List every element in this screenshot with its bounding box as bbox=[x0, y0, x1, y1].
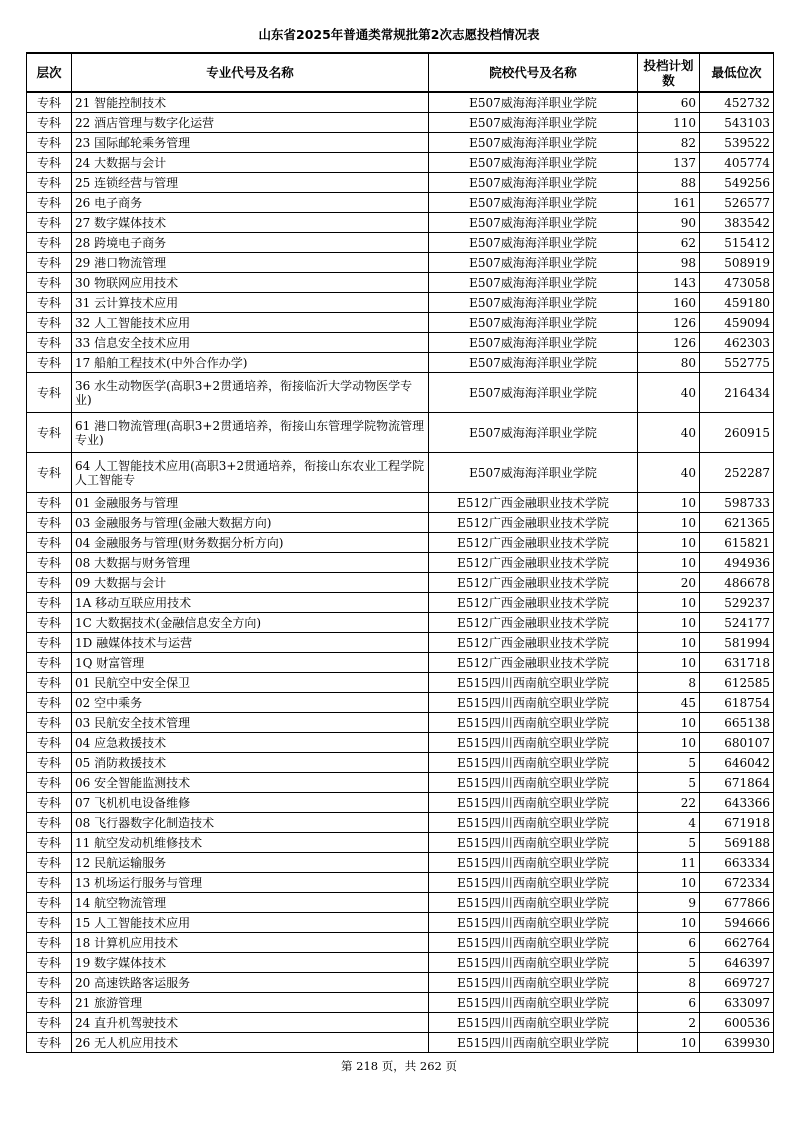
major-cell: 14 航空物流管理 bbox=[72, 893, 429, 913]
major-cell: 27 数字媒体技术 bbox=[72, 213, 429, 233]
min-rank-cell: 600536 bbox=[700, 1013, 774, 1033]
major-cell: 07 飞机机电设备维修 bbox=[72, 793, 429, 813]
table-row bbox=[27, 293, 774, 313]
school-cell: E512广西金融职业技术学院 bbox=[429, 553, 638, 573]
plan-count-cell: 9 bbox=[638, 893, 700, 913]
min-rank-cell: 508919 bbox=[700, 253, 774, 273]
level-cell: 专科 bbox=[27, 173, 72, 193]
table-row bbox=[27, 753, 774, 773]
level-cell: 专科 bbox=[27, 813, 72, 833]
school-cell: E507威海海洋职业学院 bbox=[429, 213, 638, 233]
table-row bbox=[27, 733, 774, 753]
plan-count-cell: 126 bbox=[638, 333, 700, 353]
plan-count-cell: 5 bbox=[638, 773, 700, 793]
school-cell: E507威海海洋职业学院 bbox=[429, 273, 638, 293]
major-cell: 06 安全智能监测技术 bbox=[72, 773, 429, 793]
plan-count-cell: 10 bbox=[638, 733, 700, 753]
level-cell: 专科 bbox=[27, 353, 72, 373]
plan-count-cell: 110 bbox=[638, 113, 700, 133]
level-cell: 专科 bbox=[27, 793, 72, 813]
min-rank-cell: 459180 bbox=[700, 293, 774, 313]
table-row bbox=[27, 773, 774, 793]
school-cell: E507威海海洋职业学院 bbox=[429, 193, 638, 213]
level-cell: 专科 bbox=[27, 233, 72, 253]
table-row bbox=[27, 233, 774, 253]
min-rank-cell: 524177 bbox=[700, 613, 774, 633]
table-header bbox=[27, 53, 774, 92]
min-rank-cell: 671864 bbox=[700, 773, 774, 793]
table-row bbox=[27, 873, 774, 893]
major-cell: 26 电子商务 bbox=[72, 193, 429, 213]
major-cell: 13 机场运行服务与管理 bbox=[72, 873, 429, 893]
level-cell: 专科 bbox=[27, 193, 72, 213]
min-rank-cell: 594666 bbox=[700, 913, 774, 933]
school-cell: E515四川西南航空职业学院 bbox=[429, 793, 638, 813]
plan-count-cell: 11 bbox=[638, 853, 700, 873]
major-cell: 08 飞行器数字化制造技术 bbox=[72, 813, 429, 833]
school-cell: E507威海海洋职业学院 bbox=[429, 173, 638, 193]
table-row bbox=[27, 153, 774, 173]
level-cell: 专科 bbox=[27, 833, 72, 853]
plan-count-cell: 10 bbox=[638, 513, 700, 533]
table-row bbox=[27, 613, 774, 633]
table-row bbox=[27, 453, 774, 493]
table-row bbox=[27, 113, 774, 133]
min-rank-cell: 671918 bbox=[700, 813, 774, 833]
school-cell: E507威海海洋职业学院 bbox=[429, 233, 638, 253]
table-row bbox=[27, 1033, 774, 1053]
level-cell: 专科 bbox=[27, 313, 72, 333]
school-cell: E515四川西南航空职业学院 bbox=[429, 773, 638, 793]
major-cell: 09 大数据与会计 bbox=[72, 573, 429, 593]
level-cell: 专科 bbox=[27, 673, 72, 693]
level-cell: 专科 bbox=[27, 293, 72, 313]
table-row bbox=[27, 313, 774, 333]
min-rank-cell: 621365 bbox=[700, 513, 774, 533]
major-cell: 61 港口物流管理(高职3+2贯通培养，衔接山东管理学院物流管理专业) bbox=[72, 413, 429, 453]
table-row bbox=[27, 553, 774, 573]
school-cell: E515四川西南航空职业学院 bbox=[429, 973, 638, 993]
table-row bbox=[27, 353, 774, 373]
major-cell: 12 民航运输服务 bbox=[72, 853, 429, 873]
min-rank-cell: 515412 bbox=[700, 233, 774, 253]
plan-count-cell: 8 bbox=[638, 973, 700, 993]
plan-count-cell: 10 bbox=[638, 633, 700, 653]
level-cell: 专科 bbox=[27, 733, 72, 753]
major-cell: 32 人工智能技术应用 bbox=[72, 313, 429, 333]
level-cell: 专科 bbox=[27, 573, 72, 593]
level-cell: 专科 bbox=[27, 913, 72, 933]
table-row bbox=[27, 92, 774, 113]
plan-count-cell: 10 bbox=[638, 493, 700, 513]
min-rank-cell: 473058 bbox=[700, 273, 774, 293]
plan-count-cell: 10 bbox=[638, 913, 700, 933]
table-row bbox=[27, 133, 774, 153]
major-cell: 24 大数据与会计 bbox=[72, 153, 429, 173]
table-row bbox=[27, 893, 774, 913]
level-cell: 专科 bbox=[27, 933, 72, 953]
min-rank-cell: 639930 bbox=[700, 1033, 774, 1053]
plan-count-cell: 90 bbox=[638, 213, 700, 233]
plan-count-cell: 4 bbox=[638, 813, 700, 833]
major-cell: 25 连锁经营与管理 bbox=[72, 173, 429, 193]
school-cell: E507威海海洋职业学院 bbox=[429, 413, 638, 453]
school-cell: E512广西金融职业技术学院 bbox=[429, 573, 638, 593]
major-cell: 04 应急救援技术 bbox=[72, 733, 429, 753]
school-cell: E512广西金融职业技术学院 bbox=[429, 493, 638, 513]
major-cell: 11 航空发动机维修技术 bbox=[72, 833, 429, 853]
school-cell: E507威海海洋职业学院 bbox=[429, 153, 638, 173]
school-cell: E515四川西南航空职业学院 bbox=[429, 733, 638, 753]
table-row bbox=[27, 853, 774, 873]
major-cell: 24 直升机驾驶技术 bbox=[72, 1013, 429, 1033]
min-rank-cell: 539522 bbox=[700, 133, 774, 153]
level-cell: 专科 bbox=[27, 613, 72, 633]
min-rank-cell: 663334 bbox=[700, 853, 774, 873]
level-cell: 专科 bbox=[27, 593, 72, 613]
major-cell: 08 大数据与财务管理 bbox=[72, 553, 429, 573]
min-rank-cell: 618754 bbox=[700, 693, 774, 713]
level-cell: 专科 bbox=[27, 953, 72, 973]
major-cell: 20 高速铁路客运服务 bbox=[72, 973, 429, 993]
min-rank-cell: 494936 bbox=[700, 553, 774, 573]
school-cell: E515四川西南航空职业学院 bbox=[429, 953, 638, 973]
min-rank-cell: 677866 bbox=[700, 893, 774, 913]
table-row bbox=[27, 633, 774, 653]
school-cell: E507威海海洋职业学院 bbox=[429, 253, 638, 273]
major-cell: 03 民航安全技术管理 bbox=[72, 713, 429, 733]
school-cell: E507威海海洋职业学院 bbox=[429, 373, 638, 413]
table-row bbox=[27, 973, 774, 993]
school-cell: E515四川西南航空职业学院 bbox=[429, 693, 638, 713]
min-rank-cell: 216434 bbox=[700, 373, 774, 413]
plan-count-cell: 40 bbox=[638, 413, 700, 453]
major-cell: 21 旅游管理 bbox=[72, 993, 429, 1013]
table-row bbox=[27, 373, 774, 413]
major-cell: 02 空中乘务 bbox=[72, 693, 429, 713]
min-rank-cell: 680107 bbox=[700, 733, 774, 753]
major-cell: 30 物联网应用技术 bbox=[72, 273, 429, 293]
plan-count-cell: 126 bbox=[638, 313, 700, 333]
major-cell: 23 国际邮轮乘务管理 bbox=[72, 133, 429, 153]
level-cell: 专科 bbox=[27, 873, 72, 893]
major-cell: 1A 移动互联应用技术 bbox=[72, 593, 429, 613]
school-cell: E507威海海洋职业学院 bbox=[429, 133, 638, 153]
min-rank-cell: 459094 bbox=[700, 313, 774, 333]
table-row bbox=[27, 1013, 774, 1033]
plan-count-cell: 5 bbox=[638, 833, 700, 853]
level-cell: 专科 bbox=[27, 693, 72, 713]
school-cell: E515四川西南航空职业学院 bbox=[429, 893, 638, 913]
major-cell: 33 信息安全技术应用 bbox=[72, 333, 429, 353]
level-cell: 专科 bbox=[27, 333, 72, 353]
level-cell: 专科 bbox=[27, 753, 72, 773]
level-cell: 专科 bbox=[27, 273, 72, 293]
table-row bbox=[27, 573, 774, 593]
major-cell: 21 智能控制技术 bbox=[72, 92, 429, 113]
level-cell: 专科 bbox=[27, 633, 72, 653]
plan-count-cell: 10 bbox=[638, 593, 700, 613]
school-cell: E515四川西南航空职业学院 bbox=[429, 913, 638, 933]
plan-count-cell: 5 bbox=[638, 953, 700, 973]
table-row bbox=[27, 993, 774, 1013]
level-cell: 专科 bbox=[27, 533, 72, 553]
min-rank-cell: 526577 bbox=[700, 193, 774, 213]
school-cell: E515四川西南航空职业学院 bbox=[429, 1013, 638, 1033]
plan-count-cell: 137 bbox=[638, 153, 700, 173]
level-cell: 专科 bbox=[27, 373, 72, 413]
min-rank-cell: 452732 bbox=[700, 92, 774, 113]
header-level: 层次 bbox=[27, 53, 72, 92]
school-cell: E512广西金融职业技术学院 bbox=[429, 633, 638, 653]
major-cell: 17 船舶工程技术(中外合作办学) bbox=[72, 353, 429, 373]
min-rank-cell: 665138 bbox=[700, 713, 774, 733]
school-cell: E515四川西南航空职业学院 bbox=[429, 673, 638, 693]
table-row bbox=[27, 333, 774, 353]
table-row bbox=[27, 913, 774, 933]
school-cell: E507威海海洋职业学院 bbox=[429, 313, 638, 333]
plan-count-cell: 62 bbox=[638, 233, 700, 253]
major-cell: 26 无人机应用技术 bbox=[72, 1033, 429, 1053]
school-cell: E515四川西南航空职业学院 bbox=[429, 853, 638, 873]
table-body bbox=[27, 92, 774, 1053]
school-cell: E507威海海洋职业学院 bbox=[429, 293, 638, 313]
major-cell: 03 金融服务与管理(金融大数据方向) bbox=[72, 513, 429, 533]
level-cell: 专科 bbox=[27, 253, 72, 273]
plan-count-cell: 10 bbox=[638, 553, 700, 573]
level-cell: 专科 bbox=[27, 133, 72, 153]
plan-count-cell: 40 bbox=[638, 453, 700, 493]
page-title: 山东省2025年普通类常规批第2次志愿投档情况表 bbox=[258, 27, 540, 42]
min-rank-cell: 615821 bbox=[700, 533, 774, 553]
major-cell: 31 云计算技术应用 bbox=[72, 293, 429, 313]
header-row bbox=[27, 53, 774, 92]
min-rank-cell: 633097 bbox=[700, 993, 774, 1013]
table-row bbox=[27, 793, 774, 813]
admission-table bbox=[26, 52, 774, 1053]
level-cell: 专科 bbox=[27, 92, 72, 113]
school-cell: E507威海海洋职业学院 bbox=[429, 92, 638, 113]
major-cell: 36 水生动物医学(高职3+2贯通培养，衔接临沂大学动物医学专业) bbox=[72, 373, 429, 413]
plan-count-cell: 10 bbox=[638, 533, 700, 553]
major-cell: 05 消防救援技术 bbox=[72, 753, 429, 773]
plan-count-cell: 40 bbox=[638, 373, 700, 413]
table-row bbox=[27, 953, 774, 973]
level-cell: 专科 bbox=[27, 493, 72, 513]
major-cell: 04 金融服务与管理(财务数据分析方向) bbox=[72, 533, 429, 553]
plan-count-cell: 20 bbox=[638, 573, 700, 593]
school-cell: E507威海海洋职业学院 bbox=[429, 453, 638, 493]
plan-count-cell: 10 bbox=[638, 1033, 700, 1053]
plan-count-cell: 10 bbox=[638, 613, 700, 633]
min-rank-cell: 405774 bbox=[700, 153, 774, 173]
min-rank-cell: 646042 bbox=[700, 753, 774, 773]
major-cell: 1D 融媒体技术与运营 bbox=[72, 633, 429, 653]
min-rank-cell: 672334 bbox=[700, 873, 774, 893]
school-cell: E515四川西南航空职业学院 bbox=[429, 833, 638, 853]
school-cell: E515四川西南航空职业学院 bbox=[429, 1033, 638, 1053]
table-row bbox=[27, 533, 774, 553]
major-cell: 64 人工智能技术应用(高职3+2贯通培养，衔接山东农业工程学院人工智能专 bbox=[72, 453, 429, 493]
plan-count-cell: 6 bbox=[638, 993, 700, 1013]
level-cell: 专科 bbox=[27, 993, 72, 1013]
table-row bbox=[27, 813, 774, 833]
plan-count-cell: 60 bbox=[638, 92, 700, 113]
plan-count-cell: 10 bbox=[638, 653, 700, 673]
table-row bbox=[27, 933, 774, 953]
school-cell: E512广西金融职业技术学院 bbox=[429, 593, 638, 613]
plan-count-cell: 45 bbox=[638, 693, 700, 713]
level-cell: 专科 bbox=[27, 513, 72, 533]
school-cell: E507威海海洋职业学院 bbox=[429, 333, 638, 353]
school-cell: E515四川西南航空职业学院 bbox=[429, 713, 638, 733]
plan-count-cell: 5 bbox=[638, 753, 700, 773]
level-cell: 专科 bbox=[27, 773, 72, 793]
min-rank-cell: 643366 bbox=[700, 793, 774, 813]
school-cell: E507威海海洋职业学院 bbox=[429, 113, 638, 133]
school-cell: E515四川西南航空职业学院 bbox=[429, 753, 638, 773]
table-row bbox=[27, 213, 774, 233]
plan-count-cell: 80 bbox=[638, 353, 700, 373]
table-row bbox=[27, 173, 774, 193]
table-row bbox=[27, 693, 774, 713]
level-cell: 专科 bbox=[27, 553, 72, 573]
school-cell: E515四川西南航空职业学院 bbox=[429, 813, 638, 833]
table-row bbox=[27, 593, 774, 613]
table-row bbox=[27, 653, 774, 673]
min-rank-cell: 462303 bbox=[700, 333, 774, 353]
major-cell: 1Q 财富管理 bbox=[72, 653, 429, 673]
table-row bbox=[27, 713, 774, 733]
min-rank-cell: 569188 bbox=[700, 833, 774, 853]
table-row bbox=[27, 253, 774, 273]
school-cell: E512广西金融职业技术学院 bbox=[429, 513, 638, 533]
major-cell: 18 计算机应用技术 bbox=[72, 933, 429, 953]
min-rank-cell: 383542 bbox=[700, 213, 774, 233]
plan-count-cell: 161 bbox=[638, 193, 700, 213]
table-row bbox=[27, 413, 774, 453]
school-cell: E512广西金融职业技术学院 bbox=[429, 613, 638, 633]
table-row bbox=[27, 493, 774, 513]
min-rank-cell: 252287 bbox=[700, 453, 774, 493]
school-cell: E512广西金融职业技术学院 bbox=[429, 533, 638, 553]
min-rank-cell: 669727 bbox=[700, 973, 774, 993]
page-footer: 第 218 页，共 262 页 bbox=[340, 1059, 458, 1073]
level-cell: 专科 bbox=[27, 1013, 72, 1033]
level-cell: 专科 bbox=[27, 853, 72, 873]
major-cell: 1C 大数据技术(金融信息安全方向) bbox=[72, 613, 429, 633]
major-cell: 01 金融服务与管理 bbox=[72, 493, 429, 513]
plan-count-cell: 22 bbox=[638, 793, 700, 813]
table-row bbox=[27, 833, 774, 853]
plan-count-cell: 10 bbox=[638, 713, 700, 733]
level-cell: 专科 bbox=[27, 713, 72, 733]
min-rank-cell: 543103 bbox=[700, 113, 774, 133]
school-cell: E512广西金融职业技术学院 bbox=[429, 653, 638, 673]
plan-count-cell: 6 bbox=[638, 933, 700, 953]
table-row bbox=[27, 513, 774, 533]
level-cell: 专科 bbox=[27, 453, 72, 493]
min-rank-cell: 486678 bbox=[700, 573, 774, 593]
major-cell: 22 酒店管理与数字化运营 bbox=[72, 113, 429, 133]
level-cell: 专科 bbox=[27, 153, 72, 173]
plan-count-cell: 82 bbox=[638, 133, 700, 153]
school-cell: E507威海海洋职业学院 bbox=[429, 353, 638, 373]
level-cell: 专科 bbox=[27, 113, 72, 133]
major-cell: 28 跨境电子商务 bbox=[72, 233, 429, 253]
min-rank-cell: 631718 bbox=[700, 653, 774, 673]
school-cell: E515四川西南航空职业学院 bbox=[429, 993, 638, 1013]
min-rank-cell: 549256 bbox=[700, 173, 774, 193]
plan-count-cell: 8 bbox=[638, 673, 700, 693]
table-row bbox=[27, 273, 774, 293]
plan-count-cell: 98 bbox=[638, 253, 700, 273]
level-cell: 专科 bbox=[27, 413, 72, 453]
header-rank: 最低位次 bbox=[700, 53, 774, 92]
major-cell: 15 人工智能技术应用 bbox=[72, 913, 429, 933]
header-school: 院校代号及名称 bbox=[429, 53, 638, 92]
level-cell: 专科 bbox=[27, 973, 72, 993]
header-major: 专业代号及名称 bbox=[72, 53, 429, 92]
level-cell: 专科 bbox=[27, 893, 72, 913]
min-rank-cell: 260915 bbox=[700, 413, 774, 453]
plan-count-cell: 143 bbox=[638, 273, 700, 293]
min-rank-cell: 662764 bbox=[700, 933, 774, 953]
major-cell: 01 民航空中安全保卫 bbox=[72, 673, 429, 693]
min-rank-cell: 598733 bbox=[700, 493, 774, 513]
level-cell: 专科 bbox=[27, 213, 72, 233]
plan-count-cell: 10 bbox=[638, 873, 700, 893]
major-cell: 19 数字媒体技术 bbox=[72, 953, 429, 973]
min-rank-cell: 612585 bbox=[700, 673, 774, 693]
level-cell: 专科 bbox=[27, 653, 72, 673]
plan-count-cell: 160 bbox=[638, 293, 700, 313]
min-rank-cell: 646397 bbox=[700, 953, 774, 973]
table-row bbox=[27, 193, 774, 213]
school-cell: E515四川西南航空职业学院 bbox=[429, 873, 638, 893]
min-rank-cell: 581994 bbox=[700, 633, 774, 653]
major-cell: 29 港口物流管理 bbox=[72, 253, 429, 273]
school-cell: E515四川西南航空职业学院 bbox=[429, 933, 638, 953]
level-cell: 专科 bbox=[27, 1033, 72, 1053]
header-plan: 投档计划数 bbox=[638, 53, 700, 92]
min-rank-cell: 529237 bbox=[700, 593, 774, 613]
plan-count-cell: 88 bbox=[638, 173, 700, 193]
table-row bbox=[27, 673, 774, 693]
plan-count-cell: 2 bbox=[638, 1013, 700, 1033]
min-rank-cell: 552775 bbox=[700, 353, 774, 373]
